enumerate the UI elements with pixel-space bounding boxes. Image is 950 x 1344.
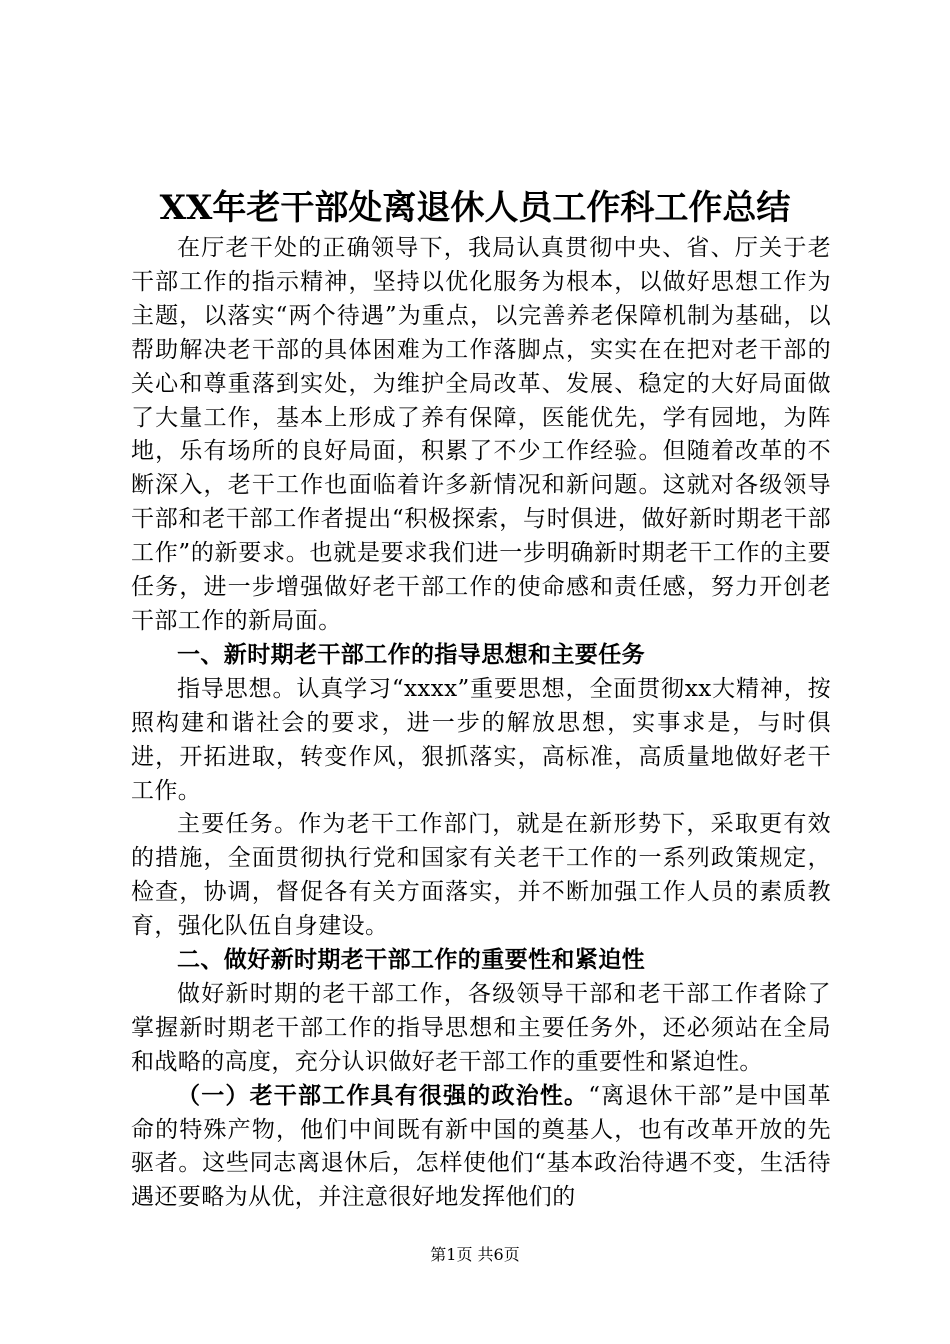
document-title: XX年老干部处离退休人员工作科工作总结	[159, 188, 791, 228]
intro-paragraph: 在厅老干处的正确领导下，我局认真贯彻中央、省、厅关于老干部工作的指示精神，坚持以优化服务为根本，以做好思想工作为主题，以落实“两个待遇”为重点，以完善养老保障机制为基础，以帮助解决老干部的具体困难为工作落脚点，实实在在把对老干部的关心和尊重落到实处，为维护全局改革、发展、稳定的大好局面做了大量工作，基本上形成了养有保障，医能优先，学有园地，为阵地，乐有场所的良好局面，积累了不少工作经验。但随着改革的不断深入，老干工作也面临着许多新情况和新问题。这就对各级领导干部和老干部工作者提出“积极探索，与时俱进，做好新时期老干部工作”的新要求。也就是要求我们进一步明确新时期老干工作的主要任务，进一步增强做好老干部工作的使命感和责任感，努力开创老干部工作的新局面。	[131, 235, 831, 634]
section-heading-2: 二、做好新时期老干部工作的重要性和紧迫性	[177, 947, 645, 974]
main-tasks-paragraph: 主要任务。作为老干工作部门，就是在新形势下，采取更有效的措施，全面贯彻执行党和国家有关老干工作的一系列政策规定，检查，协调，督促各有关方面落实，并不断加强工作人员的素质教育，强化队伍自身建设。	[131, 811, 831, 940]
political-nature-paragraph	[131, 1080, 831, 1216]
page-number-footer: 第1页 共6页	[430, 1245, 520, 1264]
political-nature-lead: （一）老干部工作具有很强的政治性。	[177, 1082, 589, 1109]
section-heading-1: 一、新时期老干部工作的指导思想和主要任务	[177, 641, 645, 668]
guiding-ideology-paragraph: 指导思想。认真学习“xxxx”重要思想，全面贯彻xx大精神，按照构建和谐社会的要求，进一步的解放思想，实事求是，与时俱进，开拓进取，转变作风，狠抓落实，高标准，高质量地做好老干工作。	[131, 675, 831, 804]
importance-paragraph: 做好新时期的老干部工作，各级领导干部和老干部工作者除了掌握新时期老干部工作的指导思想和主要任务外，还必须站在全局和战略的高度，充分认识做好老干部工作的重要性和紧迫性。	[131, 980, 831, 1075]
document-body	[131, 232, 831, 1215]
political-nature-text: “离退休干部”是中国革命的特殊产物，他们中间既有新中国的奠基人，也有改革开放的先驱者。这些同志离退休后，怎样使他们“基本政治待遇不变，生活待遇还要略为从优，并注意很好地发挥他们的	[131, 1082, 831, 1211]
